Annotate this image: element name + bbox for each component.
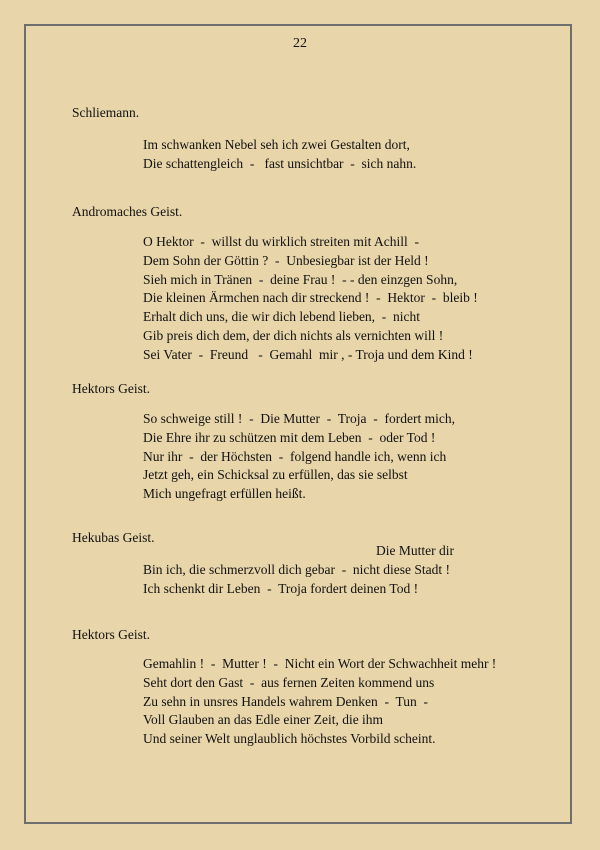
verse-line: Seht dort den Gast - aus fernen Zeiten kommend uns [143,674,435,690]
verse-block [143,233,478,365]
verse-line: Im schwanken Nebel seh ich zwei Gestalten dort, [143,137,410,152]
verse-line: Erhalt dich uns, die wir dich lebend lieben, - nicht [143,309,421,325]
speaker-name: Hektors Geist. [72,627,150,642]
speaker-name: Hektors Geist. [72,381,150,396]
verse-line: Die Ehre ihr zu schützen mit dem Leben - oder Tod ! [143,429,436,445]
verse-line: Mich ungefragt erfüllen heißt. [143,486,306,502]
verse-line: Und seiner Welt unglaublich höchstes Vorbild scheint. [143,731,436,747]
speaker-name: Hekubas Geist. [72,530,155,545]
verse-line: Gemahlin ! - Mutter ! - Nicht ein Wort der Schwachheit mehr ! [143,656,497,671]
verse-line: Voll Glauben an das Edle einer Zeit, die ihm [143,712,384,728]
verse-block [143,136,416,174]
verse-line: Bin ich, die schmerzvoll dich gebar - nicht diese Stadt ! [143,561,451,577]
verse-line: So schweige still ! - Die Mutter - Troja - fordert mich, [143,411,455,426]
verse-line: Jetzt geh, ein Schicksal zu erfüllen, das sie selbst [143,467,408,483]
speaker-name: Andromaches Geist. [72,204,183,219]
speaker-name: Schliemann. [72,105,140,120]
verse-block [143,655,496,749]
verse-line: Ich schenkt dir Leben - Troja fordert deinen Tod ! [143,580,419,596]
verse-line: Gib preis dich dem, der dich nichts als vernichten will ! [143,327,444,343]
verse-line: Zu sehn in unsres Handels wahrem Denken - Tun - [143,693,428,709]
verse-line: O Hektor - willst du wirklich streiten mit Achill - [143,234,419,249]
verse-line: Sieh mich in Tränen - deine Frau ! - - den einzgen Sohn, [143,271,458,287]
verse-block [143,542,454,598]
page-number: 22 [293,36,307,51]
verse-line: Sei Vater - Freund - Gemahl mir , - Troja und dem Kind ! [143,346,473,362]
verse-line: Die kleinen Ärmchen nach dir streckend ! - Hektor - bleib ! [143,290,478,306]
verse-line: Die schattengleich - fast unsichtbar - sich nahn. [143,155,417,171]
verse-block [143,410,455,504]
verse-line: Nur ihr - der Höchsten - folgend handle ich, wenn ich [143,448,447,464]
verse-line: Die Mutter dir [376,543,454,558]
verse-line: Dem Sohn der Göttin ? - Unbesiegbar ist der Held ! [143,252,429,268]
